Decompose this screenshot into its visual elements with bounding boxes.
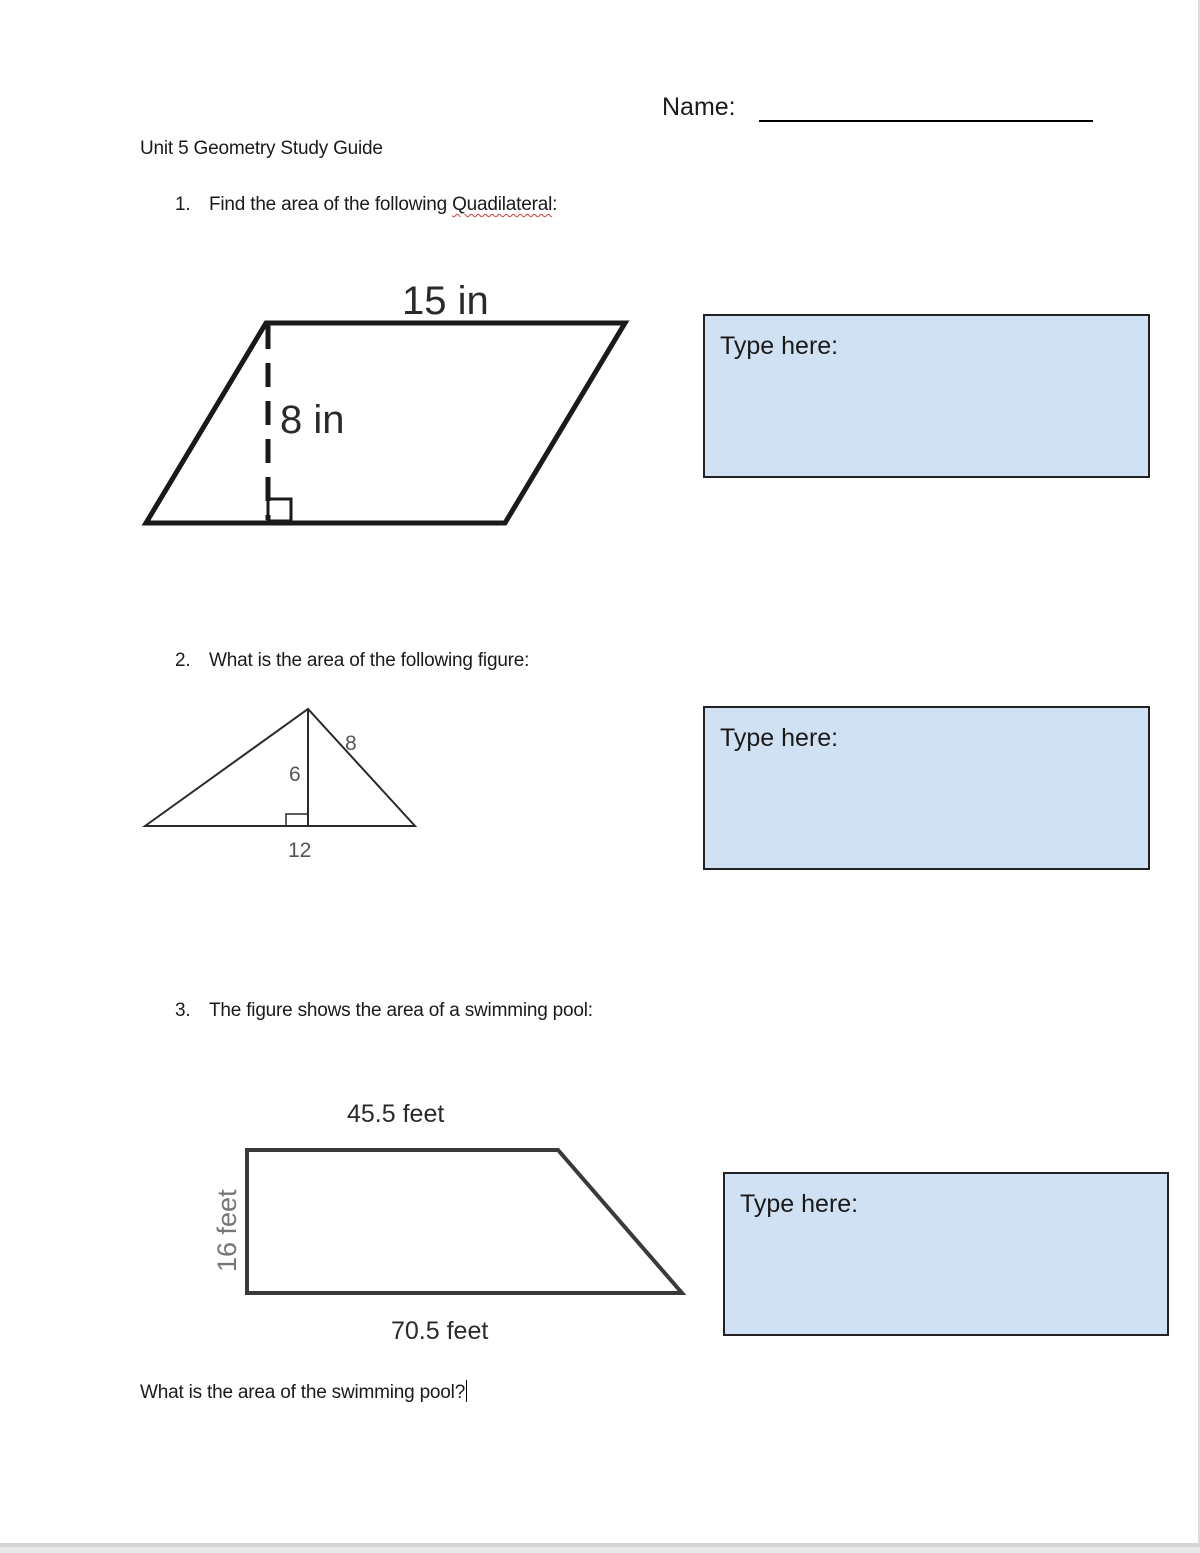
triangle-figure: [145, 709, 415, 862]
answer-box-2-placeholder: Type here:: [720, 724, 839, 752]
pool-top-label: 45.5 feet: [347, 1100, 445, 1128]
question-2-text: What is the area of the following figure:: [209, 650, 530, 671]
question-3-text: The figure shows the area of a swimming pool:: [209, 1000, 593, 1021]
pool-side-label: 16 feet: [212, 1189, 242, 1272]
question-2: [175, 650, 529, 672]
parallelogram-base-label: 15 in: [402, 279, 489, 323]
name-blank-line[interactable]: [759, 120, 1093, 122]
answer-box-3[interactable]: [723, 1172, 1169, 1336]
triangle-height-label: 6: [289, 763, 301, 786]
question-3-number: 3.: [175, 1000, 191, 1021]
answer-box-3-placeholder: Type here:: [740, 1190, 859, 1218]
question-2-number: 2.: [175, 650, 191, 671]
question-3-follow-up-text: What is the area of the swimming pool?: [140, 1382, 466, 1403]
question-1-text: Find the area of the following: [209, 194, 453, 215]
triangle-side-label: 8: [345, 732, 357, 755]
pool-bottom-label: 70.5 feet: [391, 1317, 489, 1345]
text-cursor: [466, 1380, 467, 1402]
answer-box-1-placeholder: Type here:: [720, 332, 839, 360]
question-1: [175, 194, 557, 216]
answer-box-2[interactable]: [703, 706, 1150, 870]
document-title: Unit 5 Geometry Study Guide: [140, 138, 383, 159]
answer-box-1[interactable]: [703, 314, 1150, 478]
pool-trapezoid-figure: [212, 1100, 682, 1345]
parallelogram-figure: [146, 279, 625, 523]
parallelogram-height-label: 8 in: [280, 398, 345, 442]
question-1-text-end: :: [552, 194, 558, 215]
name-label: Name:: [662, 93, 736, 121]
question-3: [175, 1000, 593, 1022]
question-1-misspelled-word: Quadilateral: [452, 194, 553, 215]
question-1-number: 1.: [175, 194, 191, 215]
question-3-follow-up[interactable]: [140, 1380, 467, 1404]
triangle-base-label: 12: [288, 839, 312, 862]
